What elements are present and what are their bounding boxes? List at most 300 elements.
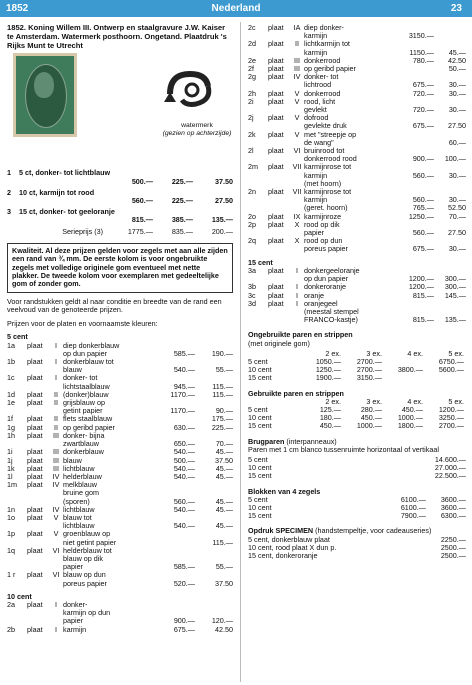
table-header-cell: 2 ex. <box>325 348 341 358</box>
table-header-cell: 3 ex. <box>366 348 382 358</box>
price-cell: 500.— <box>131 176 153 186</box>
plate-cell: II <box>54 422 58 432</box>
plate-cell: II <box>295 39 299 49</box>
table-row <box>248 552 466 560</box>
plate-cell: helderblauw <box>63 472 102 481</box>
table-header-cell: 5 ex. <box>448 396 464 406</box>
plate-cell: 30.— <box>448 195 466 205</box>
plate-cell: plaat <box>27 529 43 539</box>
plate-cell: 1l <box>7 471 13 481</box>
plate-row <box>7 399 233 407</box>
table-cell: 15 cent <box>248 511 272 521</box>
plate-cell: plaat <box>27 471 43 481</box>
plate-cell: karmijn <box>63 625 87 634</box>
plate-cell <box>400 131 434 139</box>
plate-cell: blauw op dun <box>63 571 106 580</box>
plate-cell: 540.— <box>173 365 195 375</box>
plate-cell: plaat <box>27 389 43 399</box>
table-cell: 5 cent <box>248 494 268 504</box>
plate-cell: karmijn <box>304 196 328 205</box>
table-header-cell: 4 ex. <box>407 348 423 358</box>
table-cell: 2700.— <box>356 365 382 375</box>
plate-cell: plaat <box>27 398 43 408</box>
prices-intro: Prijzen voor de platen en voornaamste kleuren: <box>7 319 158 329</box>
table-cell: 6300.— <box>440 511 466 521</box>
plate-cell: V <box>294 88 300 98</box>
plate-row <box>7 571 233 579</box>
plate-cell: VII <box>292 187 302 197</box>
plate-cell: donkeroranje <box>304 283 346 292</box>
plate-cell <box>49 555 63 563</box>
table-cell: 3600.— <box>440 502 466 512</box>
plate-cell: 540.— <box>173 447 195 457</box>
plate-cell: flets staalblauw <box>63 415 113 424</box>
plate-cell: plaat <box>27 422 43 432</box>
plate-cell: 42.50 <box>215 624 233 634</box>
issue-description: 15 ct, donker- tot geeloranje <box>19 207 115 217</box>
plate-cell: gevlekt <box>304 106 327 115</box>
table-cell: 10 cent <box>248 502 272 512</box>
plate-cell: 560.— <box>412 170 434 180</box>
plate-cell: op geribd papier <box>304 65 356 74</box>
table-cell: 2500.— <box>440 542 466 552</box>
plate-cell: 900.— <box>173 616 195 626</box>
plate-cell: plaat <box>268 96 284 106</box>
plate-cell: plaat <box>27 599 43 609</box>
section-15-cent-title: 15 cent <box>248 257 273 267</box>
plate-cell: 120.— <box>211 616 233 626</box>
plate-row <box>248 131 466 139</box>
plate-cell <box>157 547 195 555</box>
table-cell: 3800.— <box>397 365 423 375</box>
plate-cell <box>157 539 195 547</box>
plate-cell: (meestal stempel <box>304 307 359 316</box>
plate-cell: (met hoorn) <box>304 179 342 188</box>
plate-row <box>7 626 233 634</box>
plate-cell: plaat <box>268 162 284 172</box>
plate-cell: 37.50 <box>215 578 233 588</box>
plate-cell <box>27 580 49 588</box>
plate-cell: poreus papier <box>304 245 348 254</box>
plate-cell: plaat <box>268 282 284 292</box>
issue-row <box>7 169 233 177</box>
plate-cell: bruinrood tot <box>304 147 345 156</box>
plate-cell: plaat <box>268 211 284 221</box>
table-cell: 1050.— <box>315 356 341 366</box>
table-cell: 2700.— <box>356 356 382 366</box>
plate-cell: I <box>55 357 57 367</box>
plate-cell: 560.— <box>173 496 195 506</box>
plate-cell: 2p <box>248 219 256 229</box>
table-header-cell: 3 ex. <box>366 396 382 406</box>
plate-cell: rood op dik <box>304 220 340 229</box>
plate-cell: 100.— <box>444 154 466 164</box>
plate-cell: 45.— <box>215 521 233 531</box>
plate-cell: 560.— <box>412 195 434 205</box>
plate-cell: 540.— <box>173 463 195 473</box>
plate-cell: plaat <box>268 265 284 275</box>
table-cell: 14.600.— <box>434 454 466 464</box>
plate-cell: donkerrood rood <box>304 155 357 164</box>
plate-cell: melkblauw <box>63 481 97 490</box>
plate-cell: lichtkarmijn tot <box>304 40 350 49</box>
header-page-number: 23 <box>450 3 462 14</box>
plate-cell <box>268 196 290 204</box>
table-cell: 450.— <box>360 413 382 423</box>
plate-cell: 1170.— <box>170 406 195 416</box>
plate-cell: II <box>54 398 58 408</box>
plate-cell: 945.— <box>173 381 195 391</box>
plate-cell <box>7 580 27 588</box>
serie-price-row: Serieprijs (3) 1775.— 835.— 200.— <box>62 226 233 236</box>
table-cell: 450.— <box>319 421 341 431</box>
table-cell: 180.— <box>319 413 341 423</box>
right-column <box>248 24 466 560</box>
table-cell: 1200.— <box>438 404 464 414</box>
table-cell: 6750.— <box>438 356 464 366</box>
price-cell: 815.— <box>131 215 153 225</box>
plate-price-list <box>7 333 233 633</box>
plate-cell: plaat <box>27 414 43 424</box>
plate-row <box>7 432 233 440</box>
quality-note-box: Kwaliteit. Al deze prijzen gelden voor zegels met aan alle zijden een rand van ¾ mm. De eerste kolom is voor ongebruikte zegels met volledige originele gom eventueel met nette plakker. De tweede kolom voor exemplaren met gedeeltelijke gom of zonder gom. <box>7 243 233 293</box>
plate-cell: 540.— <box>173 471 195 481</box>
table-cell: 15 cent <box>248 471 272 481</box>
plate-cell: V <box>294 96 300 106</box>
plate-cell: III <box>53 455 59 465</box>
plate-cell: donkergeeloranje <box>304 266 360 275</box>
plate-cell <box>290 196 304 204</box>
plate-cell: dofrood <box>304 114 329 123</box>
table-row <box>248 422 466 430</box>
plate-cell: plaat <box>27 373 43 383</box>
plate-cell: 675.— <box>412 244 434 254</box>
plate-cell: 2q <box>248 236 256 246</box>
plate-cell: 1f <box>7 414 13 424</box>
plate-cell <box>157 481 195 489</box>
plate-cell: III <box>53 463 59 473</box>
plate-row <box>7 530 233 538</box>
table-row <box>248 374 466 382</box>
ongebruikte-table <box>248 350 466 383</box>
plate-cell: op dun papier <box>304 275 348 284</box>
section-title: 5 cent <box>7 332 28 342</box>
ongebruikte-title: Ongebruikte paren en strippen <box>248 330 353 340</box>
plate-cell <box>248 245 268 253</box>
plate-cell: 2k <box>248 129 256 139</box>
issue-description: 10 ct, karmijn tot rood <box>19 187 95 197</box>
table-row <box>248 406 466 414</box>
plate-cell: blauw tot <box>63 513 92 522</box>
plate-cell: oranjegeel <box>304 299 338 308</box>
plate-cell: diep donker- <box>304 24 344 32</box>
plate-cell: IV <box>52 504 60 514</box>
plate-cell: karmijn <box>304 171 328 180</box>
plate-cell: 135.— <box>444 315 466 325</box>
plate-cell: grijsblauw op <box>63 399 105 408</box>
plate-cell: 675.— <box>412 80 434 90</box>
table-cell: 27.000.— <box>434 463 466 473</box>
plate-cell <box>290 316 304 324</box>
table-cell <box>423 374 464 382</box>
plate-cell: de wang" <box>304 138 334 147</box>
blokken-title: Blokken van 4 zegels <box>248 486 321 496</box>
plate-cell: 30.— <box>448 88 466 98</box>
plate-cell: 1b <box>7 357 15 367</box>
plate-row <box>248 172 466 180</box>
plate-cell: 1q <box>7 545 15 555</box>
header-title: Nederland <box>211 3 261 14</box>
table-cell: 10 cent <box>248 413 272 423</box>
plate-cell: I <box>55 624 57 634</box>
table-row <box>248 512 466 520</box>
plate-cell: bruine gom <box>63 489 99 498</box>
plate-cell: 2i <box>248 96 254 106</box>
plate-cell: 1e <box>7 398 15 408</box>
plate-cell: 1o <box>7 512 15 522</box>
plate-cell: (sporen) <box>63 497 90 506</box>
plate-cell: IV <box>293 72 301 82</box>
plate-cell: lichtstaalblauw <box>63 382 110 391</box>
plate-cell: diep donkerblauw <box>63 341 120 350</box>
plate-cell: 2m <box>248 162 258 172</box>
plate-cell: groenblauw op <box>63 530 111 539</box>
table-cell: 5 cent <box>248 356 268 366</box>
plate-cell <box>434 32 466 40</box>
plate-cell: 560.— <box>412 228 434 238</box>
plate-cell: VI <box>293 146 301 156</box>
plate-cell: donkerblauw <box>63 448 104 457</box>
issue-number: 3 <box>7 207 11 217</box>
price-cell: 560.— <box>131 196 153 205</box>
plate-cell: lichtblauw <box>63 464 95 473</box>
plate-cell: blauw <box>63 366 82 375</box>
table-cell: 2700.— <box>438 421 464 431</box>
plate-row <box>7 609 233 617</box>
section-title: 10 cent <box>7 591 32 601</box>
plate-cell: plaat <box>268 146 284 156</box>
plate-cell <box>49 580 63 588</box>
plate-cell <box>268 245 290 253</box>
plate-cell: karmijn op dun <box>63 609 111 618</box>
plate-cell <box>434 180 466 188</box>
plate-cell: plaat <box>27 455 43 465</box>
opdruk-title: Opdruk SPECIMEN (handstempeltje, voor cadeauseries) <box>248 526 432 536</box>
table-cell: 15 cent <box>248 421 272 431</box>
plate-cell: 650.— <box>173 439 195 449</box>
plate-cell: (donker)blauw <box>63 390 109 399</box>
plate-cell: plaat <box>27 545 43 555</box>
plate-cell: V <box>294 129 300 139</box>
plate-cell: 2a <box>7 599 15 609</box>
plate-row <box>248 245 466 253</box>
table-cell: 3600.— <box>440 494 466 504</box>
plate-cell: plaat <box>27 480 43 490</box>
plate-cell: op dun papier <box>63 349 107 358</box>
plate-cell: 2g <box>248 72 256 82</box>
plate-cell: plaat <box>268 39 284 49</box>
plate-cell: 3a <box>248 265 256 275</box>
plate-row <box>7 342 233 350</box>
plate-cell <box>268 308 290 316</box>
table-cell: 450.— <box>401 404 423 414</box>
table-cell: 2500.— <box>440 550 466 560</box>
plate-cell: III <box>53 447 59 457</box>
plate-cell <box>195 601 233 609</box>
plate-cell: karmijnrose tot <box>304 163 352 172</box>
section-rows <box>7 342 233 588</box>
plate-cell: 500.— <box>173 455 195 465</box>
table-cell: 15 cent, donkeroranje <box>248 550 318 560</box>
plate-cell: 720.— <box>412 105 434 115</box>
plate-cell <box>434 24 466 32</box>
plate-cell: plaat <box>268 290 284 300</box>
plate-cell: I <box>55 340 57 350</box>
plate-cell: 45.— <box>448 47 466 57</box>
plate-cell: 900.— <box>412 154 434 164</box>
plate-cell: III <box>294 64 300 74</box>
issue-description: 5 ct, donker- tot lichtblauw <box>19 168 111 178</box>
price-cell: 135.— <box>211 215 233 225</box>
plate-cell: 145.— <box>444 290 466 300</box>
plate-cell: 70.— <box>215 439 233 449</box>
table-cell <box>382 374 423 382</box>
plate-cell: donker- <box>63 600 88 609</box>
table-cell: 5 cent, donkerblauw plaat <box>248 534 330 544</box>
plate-cell: 2h <box>248 88 256 98</box>
plate-row <box>7 514 233 522</box>
plate-cell <box>7 489 27 497</box>
plate-cell: 675.— <box>412 121 434 131</box>
gebruikte-title: Gebruikte paren en strippen <box>248 388 344 398</box>
plate-cell: I <box>296 290 298 300</box>
table-cell: 10 cent, rood plaat X dun p. <box>248 542 337 552</box>
plate-cell: 1m <box>7 480 17 490</box>
plate-cell: plaat <box>27 570 43 580</box>
plate-cell: 815.— <box>412 315 434 325</box>
issue-price-row <box>7 178 233 186</box>
plate-cell: lichtblauw <box>63 505 95 514</box>
plate-cell <box>290 308 304 316</box>
plate-cell: plaat <box>27 624 43 634</box>
issue-number: 2 <box>7 187 11 197</box>
plate-cell: plaat <box>268 88 284 98</box>
randstukken-note: Voor randstukken geldt al naar conditie en breedte van de rand een veelvoud van de genoteerde prijzen. <box>7 296 222 315</box>
plate-cell: plaat <box>27 357 43 367</box>
table-cell: 3150.— <box>356 373 382 383</box>
opdruk-table <box>248 536 466 561</box>
plate-cell: 1h <box>7 430 15 440</box>
table-header-cell: 5 ex. <box>448 348 464 358</box>
table-row <box>248 464 466 472</box>
plate-cell: donker- tot <box>63 374 98 383</box>
issue-number: 1 <box>7 168 11 178</box>
plate-cell: 3d <box>248 298 256 308</box>
plate-row <box>7 555 233 563</box>
plate-cell: 1p <box>7 529 15 539</box>
plate-cell <box>49 609 63 617</box>
brugparen-title: Brugparen (interpanneaux) <box>248 436 337 446</box>
plate-cell: 1c <box>7 373 15 383</box>
posthorn-watermark-icon <box>162 64 226 120</box>
plate-cell: 1170.— <box>170 389 195 399</box>
table-cell: 1000.— <box>356 421 382 431</box>
plate-price-list-continued <box>248 24 466 254</box>
plate-cell <box>195 481 233 489</box>
plate-cell: I <box>296 282 298 292</box>
price-cell: 225.— <box>171 176 193 186</box>
plate-cell: V <box>53 512 59 522</box>
plate-cell: 1200.— <box>408 274 434 284</box>
plate-cell: 1g <box>7 422 15 432</box>
plate-cell: plaat <box>268 72 284 82</box>
price-cell: 225.— <box>171 196 193 205</box>
plate-cell: 815.— <box>412 290 434 300</box>
plate-cell: VI <box>52 545 60 555</box>
plate-cell: helderblauw tot <box>63 546 112 555</box>
plate-cell <box>248 316 268 324</box>
table-header-row <box>248 398 466 406</box>
plate-cell: 3150.— <box>408 31 434 41</box>
plate-cell: 2b <box>7 624 15 634</box>
left-column <box>7 24 233 634</box>
issue-price-row <box>7 197 233 205</box>
table-cell: 5600.— <box>438 365 464 375</box>
plate-cell: 55.— <box>215 365 233 375</box>
plate-cell: 30.— <box>448 105 466 115</box>
table-cell: 6100.— <box>400 494 426 504</box>
plate-cell: II <box>54 414 58 424</box>
plate-cell: 115.— <box>212 537 233 547</box>
plate-cell: plaat <box>27 340 43 350</box>
table-cell: 10 cent <box>248 463 272 473</box>
price-cell: 27.50 <box>215 196 233 205</box>
stamp-figure <box>7 50 233 166</box>
column-divider <box>240 22 241 682</box>
gebruikte-table <box>248 398 466 431</box>
plate-cell: 30.— <box>448 170 466 180</box>
price-cell: 385.— <box>171 215 193 225</box>
price-cell: 37.50 <box>215 176 233 186</box>
plate-cell: 2f <box>248 64 254 74</box>
plate-cell: plaat <box>27 512 43 522</box>
plate-price-list-15-cent <box>248 267 466 324</box>
plate-cell: donker- bijna <box>63 431 105 440</box>
plate-cell: papier <box>63 563 83 572</box>
plate-cell: IV <box>52 480 60 490</box>
plate-cell: karmijnrose tot <box>304 188 352 197</box>
plate-cell: 300.— <box>444 282 466 292</box>
plate-cell: 60.— <box>448 137 466 147</box>
plate-cell: X <box>294 236 300 246</box>
plate-cell: II <box>54 389 58 399</box>
plate-cell: 27.50 <box>448 121 466 131</box>
plate-cell: donkerblauw tot <box>63 358 114 367</box>
plate-cell: III <box>53 430 59 440</box>
plate-cell: gevlekte druk <box>304 122 347 131</box>
blokken-table <box>248 496 466 521</box>
plate-cell: IX <box>293 211 301 221</box>
plate-cell: getint papier <box>63 407 103 416</box>
plate-cell: 45.— <box>215 496 233 506</box>
plate-row <box>7 580 233 588</box>
plate-cell: rood, licht <box>304 97 336 106</box>
issue-row <box>7 208 233 216</box>
plate-cell: 300.— <box>444 274 466 284</box>
plate-cell <box>157 601 195 609</box>
ongebruikte-subtitle: (met originele gom) <box>248 338 310 348</box>
plate-cell: 1n <box>7 504 15 514</box>
